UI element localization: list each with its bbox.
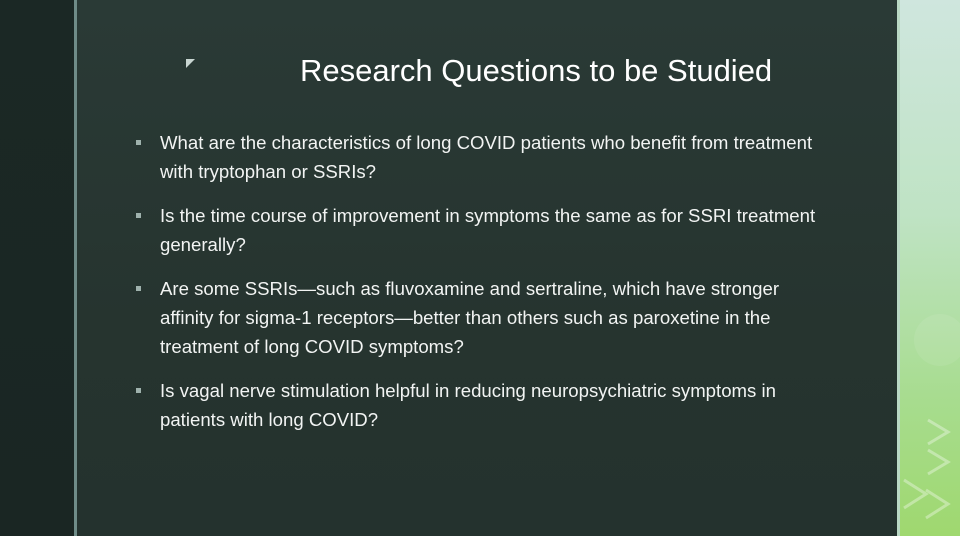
square-bullet-icon	[136, 140, 141, 145]
slide-title: Research Questions to be Studied	[300, 53, 773, 88]
bullet-item	[134, 201, 834, 259]
bullet-item	[134, 274, 834, 361]
bullet-text: Is vagal nerve stimulation helpful in reducing neuropsychiatric symptoms in patients with long COVID?	[160, 380, 776, 430]
corner-accent-icon	[186, 59, 195, 68]
bullet-text: What are the characteristics of long COVID patients who benefit from treatment with tryptophan or SSRIs?	[160, 132, 813, 182]
bullet-list	[134, 128, 834, 449]
chevron-pattern-icon	[900, 0, 960, 536]
bullet-text: Are some SSRIs—such as fluvoxamine and sertraline, which have stronger affinity for sigma-1 receptors—better than others such as paroxetine in the treatment of long COVID symptoms?	[160, 278, 780, 357]
left-decorative-band	[0, 0, 74, 536]
square-bullet-icon	[136, 286, 141, 291]
bullet-text: Is the time course of improvement in symptoms the same as for SSRI treatment generally?	[160, 205, 816, 255]
square-bullet-icon	[136, 213, 141, 218]
bullet-item	[134, 376, 834, 434]
right-decorative-band	[900, 0, 960, 536]
bullet-item	[134, 128, 834, 186]
square-bullet-icon	[136, 388, 141, 393]
